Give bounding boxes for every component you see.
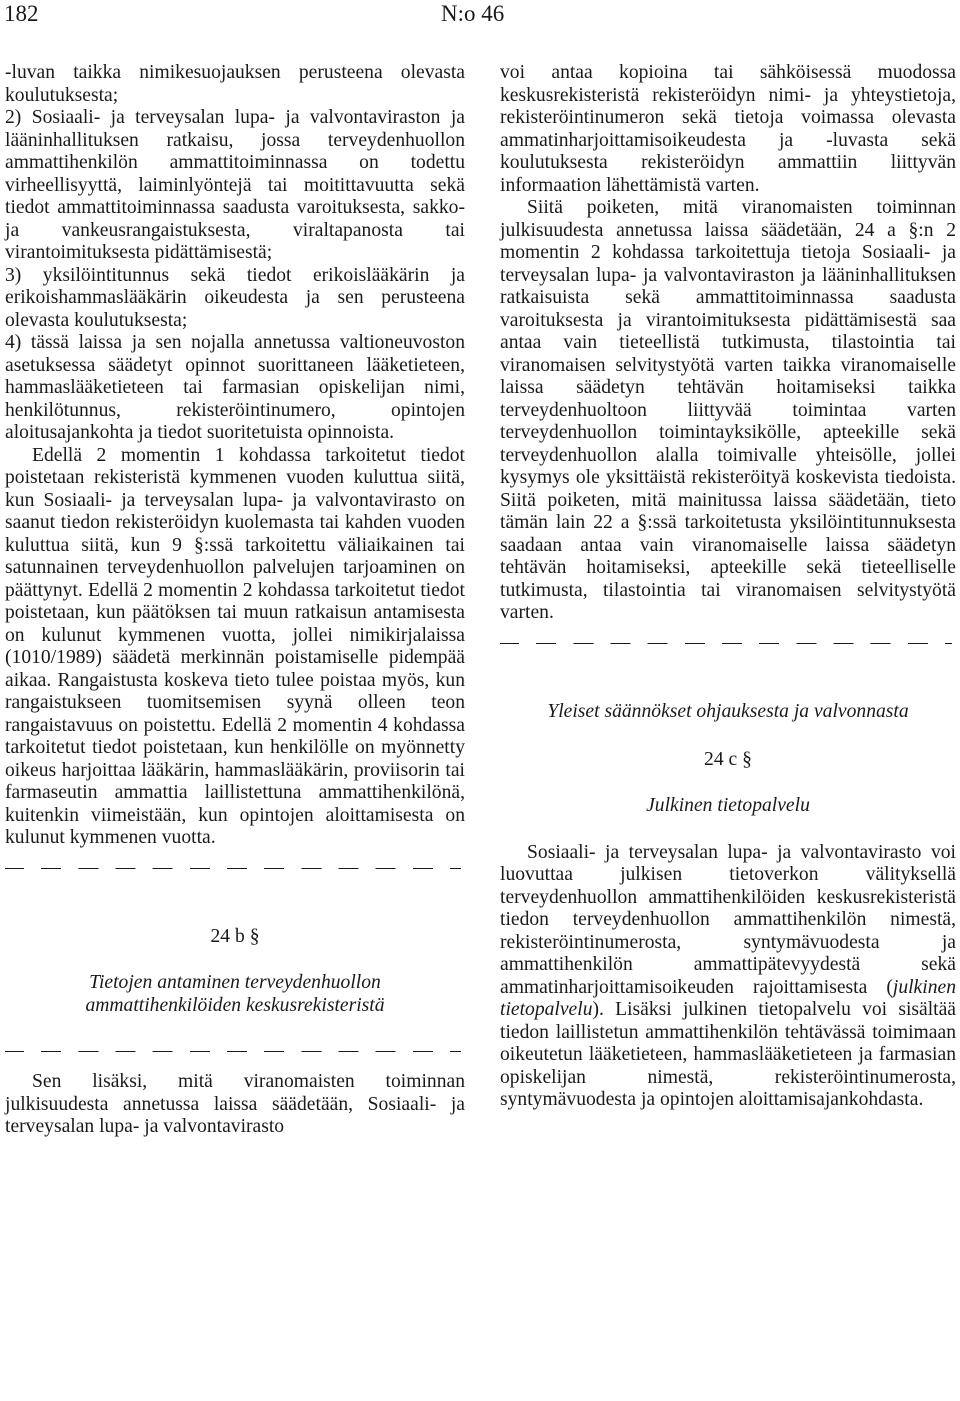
paragraph: Sen lisäksi, mitä viranomaisten toiminnan julkisuudesta annetussa laissa säädetään, Sosiaali- ja terveysalan lupa- ja valvontavirasto	[5, 1071, 465, 1137]
paragraph: 3) yksilöintitunnus sekä tiedot erikoislääkärin ja erikoishammaslääkärin oikeudesta ja sen perusteena olevasta koulutuksesta;	[5, 264, 465, 331]
dash-separator	[5, 1040, 465, 1063]
paragraph-text: Sosiaali- ja terveysalan lupa- ja valvontavirasto voi luovuttaa julkisen tietoverkon välityksellä terveydenhuollon ammattihenkilöiden keskusrekisteristä tiedon terveydenhuollon ammattihenkilön nimestä, rekisteröintinumerosta, syntymävuodesta ja ammattihenkilön ammattipätevyydestä sekä ammatinharjoittamisoikeuden rajoittamisesta (	[500, 841, 956, 998]
right-column	[500, 62, 956, 1112]
paragraph: 4) tässä laissa ja sen nojalla annetussa valtioneuvoston asetuksessa säädetyt opinnot suorittaneen lääketieteen, hammaslääketieteen tai farmasian opiskelijan nimi, henkilötunnus, rekisteröintinumero, opintojen aloitusajankohta ja tiedot suoritetuista opinnoista.	[5, 332, 465, 443]
dash-separator	[500, 632, 956, 655]
section-title: Julkinen tietopalvelu	[646, 795, 810, 816]
paragraph: Siitä poiketen, mitä viranomaisten toiminnan julkisuudesta annetussa laissa säädetään, 24 a §:n 2 momentin 2 kohdassa tarkoitettuja tietoja Sosiaali- ja terveysalan lupa- ja valvontaviraston ja lääninhallituksen ratkaisuista sekä ammattitoiminnassa saadusta varoituksesta ja virantoimituksesta pidättämisestä saa antaa vain tieteellistä tutkimusta, tilastointia tai viranomaisen selvitystyötä varten taikka viranomaiselle laissa säädetyn tehtävän hoitamiseksi taikka terveydenhuoltoon liittyvää toimintaa varten terveydenhuollon toimintayksikölle, apteekille sekä terveydenhuollon alalla toimivalle yhteisölle, jollei kysymys ole yksittäistä rekisteröityä koskevista tiedoista. Siitä poiketen, mitä mainitussa laissa säädetään, tieto tämän lain 22 a §:ssä tarkoitetusta yksilöintitunnuksesta saadaan antaa vain viranomaiselle laissa säädetyn tehtävän hoitamiseksi, apteekille sekä tieteelliselle tutkimusta, tilastointia tai viranomaisen selvitystyötä varten.	[500, 197, 956, 623]
paragraph: Edellä 2 momentin 1 kohdassa tarkoitetut tiedot poistetaan rekisteristä kymmenen vuoden kuluttua siitä, kun Sosiaali- ja terveysalan lupa- ja valvontavirasto on saanut tiedon rekisteröidyn kuolemasta tai kahden vuoden kuluttua siitä, kun 9 §:ssä tarkoitettu väliaikainen tai satunnainen terveydenhuollon palvelujen tarjoaminen on päättynyt. Edellä 2 momentin 2 kohdassa tarkoitetut tiedot poistetaan, kun päätöksen tai muun ratkaisun antamisesta on kulunut kymmenen vuotta, jollei nimikirjalaissa (1010/1989) säädetä merkinnän poistamiselle pidempää aikaa. Rangaistusta koskeva tieto tulee poistaa myös, kun rangaistukseen tuomitsemisen syynä olleen teon rangaistavuus on poistettu. Edellä 2 momentin 4 kohdassa tarkoitetut tiedot poistetaan, kun henkilölle on myönnetty oikeus harjoittaa lääkärin, hammaslääkärin, proviisorin tai farmaseutin ammattia laillistettuna ammattihenkilönä, kuitenkin viimeistään, kun opintojen aloittamisesta on kulunut kymmenen vuotta.	[5, 444, 465, 848]
section-number: 24 b §	[210, 926, 260, 947]
defined-term: julkinen tietopalvelu	[500, 976, 956, 1020]
dash-separator	[5, 857, 465, 880]
paragraph: 2) Sosiaali- ja terveysalan lupa- ja valvontaviraston ja lääninhallituksen ratkaisu, jossa terveydenhuollon ammattihenkilön ammattitoiminnassa on todettu virheellisyyttä, laiminlyöntejä tai moitittavuutta sekä tiedot ammattitoiminnassa saadusta varoituksesta, sakko- ja vankeusrangaistuksesta, viraltapanosta tai virantoimituksesta pidättämisestä;	[5, 107, 465, 263]
page-number: 182	[4, 1, 39, 26]
left-column	[5, 62, 465, 1139]
paragraph-text: ). Lisäksi julkinen tietopalvelu voi sisältää tiedon laillistetun ammattihenkilön tehtävässä toimimaan oikeutetun lääketieteen, hammaslääketieteen ja farmasian opiskelijan nimestä, rekisteröintinumerosta, syntymävuodesta ja opintojen aloittamisajankohdasta.	[500, 999, 956, 1110]
paragraph	[500, 842, 956, 1112]
paragraph: voi antaa kopioina tai sähköisessä muodossa keskusrekisteristä rekisteröidyn nimi- ja yhteystietoja, rekisteröintinumeron sekä tietoja voimassa olevasta ammatinharjoittamisoikeudesta ja -luvasta sekä koulutuksesta rekisteröidyn ammattiin liittyvän informaation lähettämistä varten.	[500, 62, 956, 196]
page-header	[0, 0, 960, 40]
section-number: 24 c §	[704, 748, 752, 770]
issue-number: N:o 46	[441, 1, 505, 26]
paragraph: -luvan taikka nimikesuojauksen perusteena olevasta koulutuksesta;	[5, 62, 465, 106]
section-title: Tietojen antaminen terveydenhuollon ammattihenkilöiden keskusrekisteristä	[85, 971, 385, 1016]
chapter-heading: Yleiset säännökset ohjauksesta ja valvonnasta	[547, 701, 909, 722]
